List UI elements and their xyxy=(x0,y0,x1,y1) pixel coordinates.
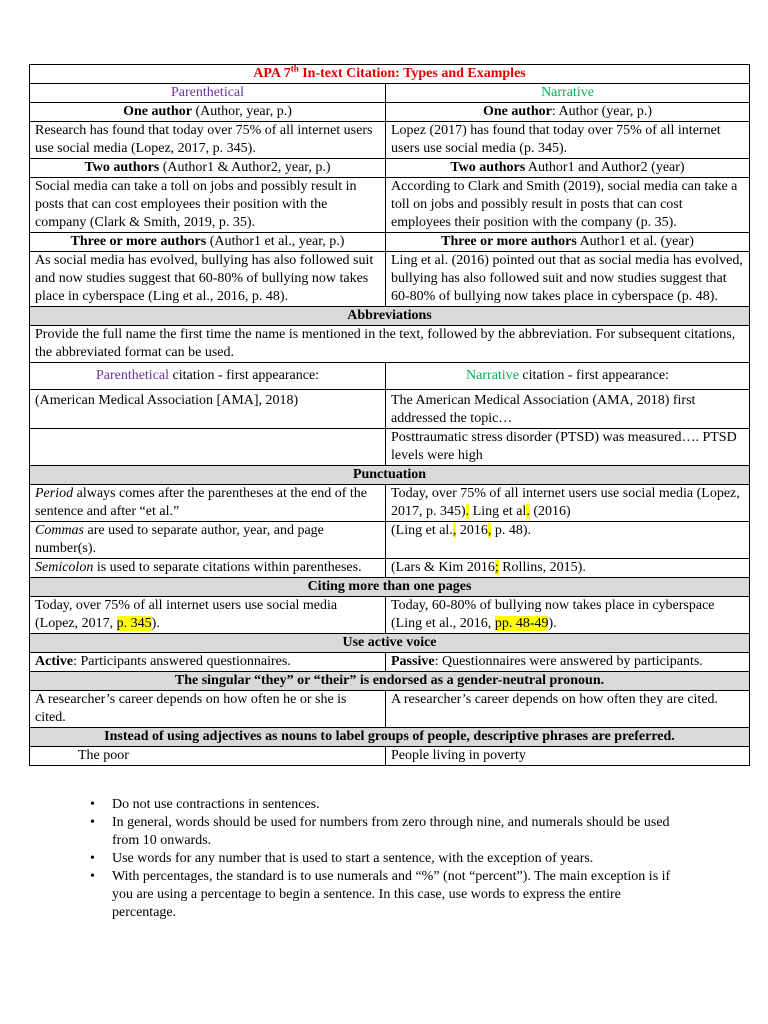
punctuation-semicolon-example: (Lars & Kim 2016; Rollins, 2015). xyxy=(386,559,750,578)
style-notes-list xyxy=(80,796,680,922)
one-author-narrative-example: Lopez (2017) has found that today over 75% of all internet users use social media (p. 345). xyxy=(386,122,750,159)
singular-they-heading: The singular “they” or “their” is endorsed as a gender-neutral pronoun. xyxy=(30,672,750,691)
abbreviations-narrative-example: The American Medical Association (AMA, 2018) first addressed the topic… xyxy=(386,390,750,429)
three-authors-parenthetical-format: Three or more authors (Author1 et al., year, p.) xyxy=(30,233,386,252)
adjectives-after: People living in poverty xyxy=(386,747,750,766)
list-item: • Use words for any number that is used to start a sentence, with the exception of years. xyxy=(80,850,680,868)
one-author-narrative-format: One author: Author (year, p.) xyxy=(386,103,750,122)
abbreviations-parenthetical-example: (American Medical Association [AMA], 2018) xyxy=(30,390,386,429)
one-author-parenthetical-format: One author (Author, year, p.) xyxy=(30,103,386,122)
document-title: APA 7th In-text Citation: Types and Examples xyxy=(30,65,750,84)
three-authors-parenthetical-example: As social media has evolved, bullying has also followed suit and now studies suggest that 60-80% of bullying now takes place in cyberspace (Ling et al., 2016, p. 48). xyxy=(30,252,386,307)
abbreviations-heading: Abbreviations xyxy=(30,307,750,326)
punctuation-commas-example: (Ling et al., 2016, p. 48). xyxy=(386,522,750,559)
header-parenthetical: Parenthetical xyxy=(30,84,386,103)
one-author-parenthetical-example: Research has found that today over 75% of all internet users use social media (Lopez, 2017, p. 345). xyxy=(30,122,386,159)
adjectives-before: The poor xyxy=(30,747,386,766)
citing-pages-heading: Citing more than one pages xyxy=(30,578,750,597)
two-authors-narrative-format: Two authors Author1 and Author2 (year) xyxy=(386,159,750,178)
active-voice-example: Active: Participants answered questionnaires. xyxy=(30,653,386,672)
two-authors-parenthetical-format: Two authors (Author1 & Author2, year, p.) xyxy=(30,159,386,178)
citing-pages-parenthetical-example: Today, over 75% of all internet users use social media (Lopez, 2017, p. 345). xyxy=(30,597,386,634)
abbreviations-parenthetical-subheading: Parenthetical citation - first appearance: xyxy=(30,363,386,390)
punctuation-heading: Punctuation xyxy=(30,466,750,485)
punctuation-semicolon-rule: Semicolon is used to separate citations within parentheses. xyxy=(30,559,386,578)
active-voice-heading: Use active voice xyxy=(30,634,750,653)
list-item: • Do not use contractions in sentences. xyxy=(80,796,680,814)
three-authors-narrative-format: Three or more authors Author1 et al. (year) xyxy=(386,233,750,252)
abbreviations-narrative-example-2: Posttraumatic stress disorder (PTSD) was measured…. PTSD levels were high xyxy=(386,429,750,466)
singular-they-before: A researcher’s career depends on how often he or she is cited. xyxy=(30,691,386,728)
passive-voice-example: Passive: Questionnaires were answered by participants. xyxy=(386,653,750,672)
abbreviations-empty-cell xyxy=(30,429,386,466)
abbreviations-narrative-subheading: Narrative citation - first appearance: xyxy=(386,363,750,390)
abbreviations-description: Provide the full name the first time the name is mentioned in the text, followed by the abbreviation. For subsequent citations, the abbreviated format can be used. xyxy=(30,326,750,363)
punctuation-period-example: Today, over 75% of all internet users use social media (Lopez, 2017, p. 345). Ling et al. (2016) xyxy=(386,485,750,522)
header-narrative: Narrative xyxy=(386,84,750,103)
punctuation-commas-rule: Commas are used to separate author, year, and page number(s). xyxy=(30,522,386,559)
three-authors-narrative-example: Ling et al. (2016) pointed out that as social media has evolved, bullying has also followed suit and now studies suggest that 60-80% of bullying now takes place in cyberspace (p. 48). xyxy=(386,252,750,307)
citation-table xyxy=(29,64,750,766)
adjectives-heading: Instead of using adjectives as nouns to label groups of people, descriptive phrases are preferred. xyxy=(30,728,750,747)
singular-they-after: A researcher’s career depends on how often they are cited. xyxy=(386,691,750,728)
punctuation-period-rule: Period always comes after the parentheses at the end of the sentence and after “et al.” xyxy=(30,485,386,522)
two-authors-narrative-example: According to Clark and Smith (2019), social media can take a toll on jobs and possibly result in posts that can cost employees their position with the company (p. 35). xyxy=(386,178,750,233)
list-item: • In general, words should be used for numbers from zero through nine, and numerals should be used from 10 onwards. xyxy=(80,814,680,850)
citing-pages-narrative-example: Today, 60-80% of bullying now takes place in cyberspace (Ling et al., 2016, pp. 48-49). xyxy=(386,597,750,634)
list-item: • With percentages, the standard is to use numerals and “%” (not “percent”). The main exception is if you are using a percentage to begin a sentence. In this case, use words to express the entire percentage. xyxy=(80,868,680,922)
two-authors-parenthetical-example: Social media can take a toll on jobs and possibly result in posts that can cost employees their position with the company (Clark & Smith, 2019, p. 35). xyxy=(30,178,386,233)
